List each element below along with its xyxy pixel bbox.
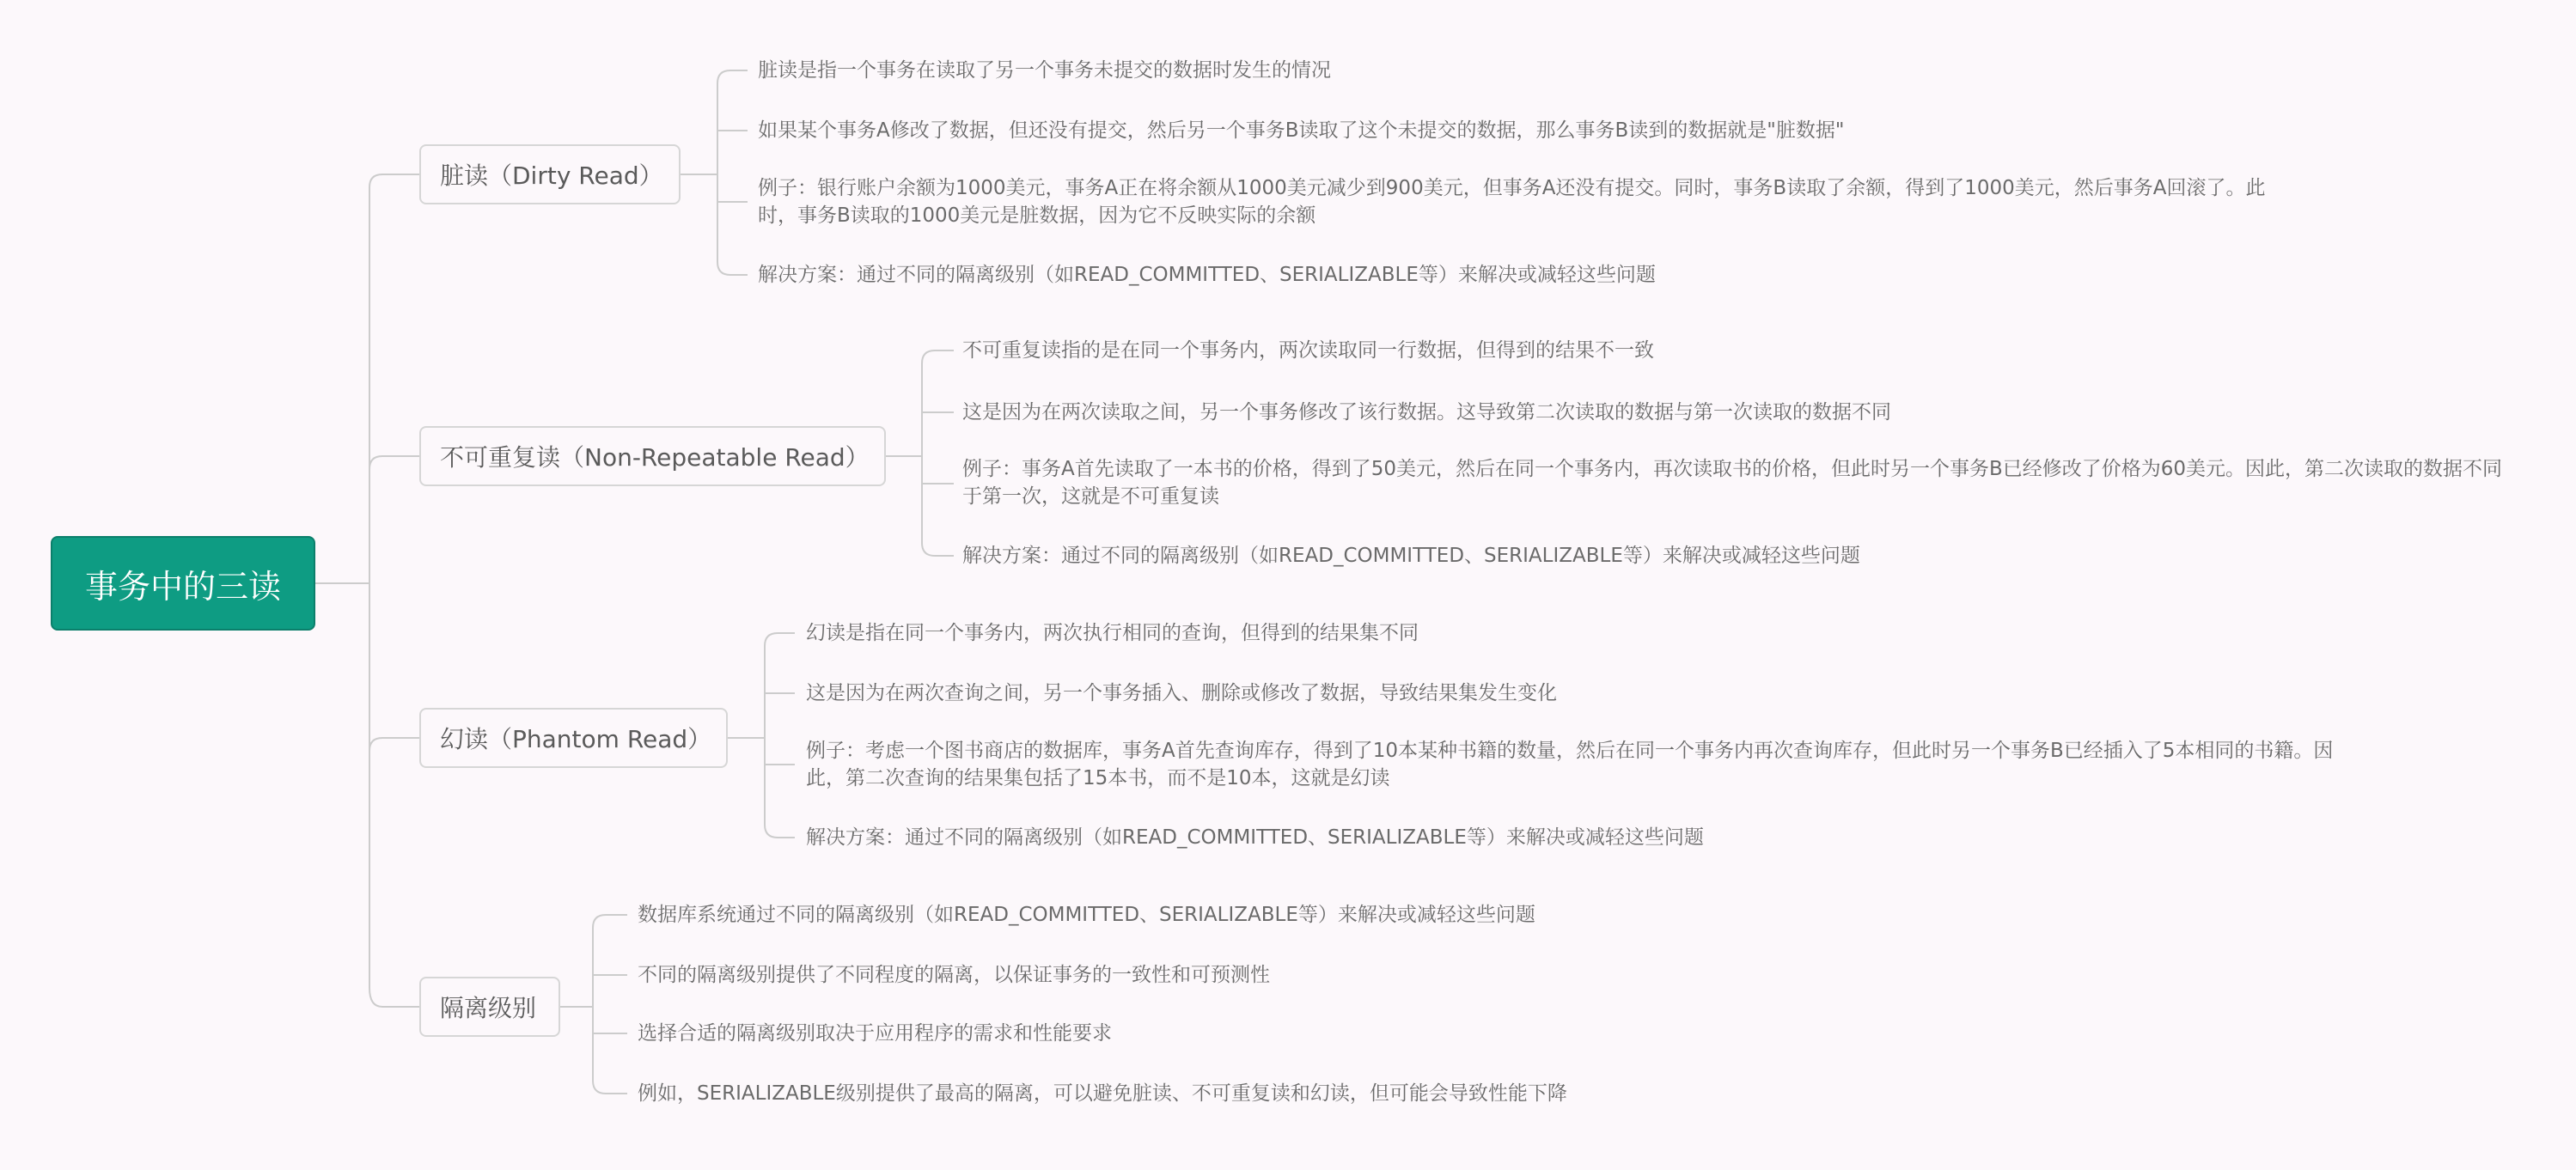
leaf-phantom-example: 例子：考虑一个图书商店的数据库，事务A首先查询库存，得到了10本某种书籍的数量，然后在同一个事务内再次查询库存，但此时另一个事务B已经插入了5本相同的书籍。因此，第二次查询的结果集包括了15本书，而不是10本，这就是幻读 xyxy=(806,740,2334,789)
branch-phantom-read[interactable]: 幻读（Phantom Read） xyxy=(419,708,728,768)
connector-branch-2 xyxy=(369,456,419,469)
leaf-non-repeatable-solution: 解决方案：通过不同的隔离级别（如READ_COMMITTED、SERIALIZABLE等）来解决或减轻这些问题 xyxy=(962,545,1860,567)
leaf-non-repeatable-explanation: 这是因为在两次读取之间，另一个事务修改了该行数据。这导致第二次读取的数据与第一次读取的数据不同 xyxy=(962,401,1891,424)
connector-b2-4 xyxy=(922,543,954,556)
leaf-phantom-solution: 解决方案：通过不同的隔离级别（如READ_COMMITTED、SERIALIZABLE等）来解决或减轻这些问题 xyxy=(806,826,1704,849)
leaf-dirty-read-example: 例子：银行账户余额为1000美元，事务A正在将余额从1000美元减少到900美元，但事务A还没有提交。同时，事务B读取了余额，得到了1000美元，然后事务A回滚了。此时，事务B读取的1000美元是脏数据，因为它不反映实际的余额 xyxy=(758,177,2266,227)
leaf-dirty-read-explanation: 如果某个事务A修改了数据，但还没有提交，然后另一个事务B读取了这个未提交的数据，那么事务B读到的数据就是"脏数据" xyxy=(758,119,1845,142)
leaf-isolation-2: 不同的隔离级别提供了不同程度的隔离，以保证事务的一致性和可预测性 xyxy=(638,964,1270,986)
branch-dirty-read[interactable]: 脏读（Dirty Read） xyxy=(419,144,681,204)
leaf-isolation-4: 例如，SERIALIZABLE级别提供了最高的隔离，可以避免脏读、不可重复读和幻读，但可能会导致性能下降 xyxy=(638,1082,1567,1105)
connector-branch-4 xyxy=(369,988,419,1007)
connector-b3-4 xyxy=(765,825,795,838)
root-topic[interactable]: 事务中的三读 xyxy=(51,536,315,631)
connector-b2-1 xyxy=(922,350,954,363)
branch-non-repeatable-read[interactable]: 不可重复读（Non-Repeatable Read） xyxy=(419,426,886,486)
leaf-phantom-definition: 幻读是指在同一个事务内，两次执行相同的查询，但得到的结果集不同 xyxy=(806,622,1419,644)
leaf-isolation-1: 数据库系统通过不同的隔离级别（如READ_COMMITTED、SERIALIZABLE等）来解决或减轻这些问题 xyxy=(638,904,1535,926)
connector-branch-1 xyxy=(369,174,419,187)
connector-b1-4 xyxy=(717,262,748,275)
leaf-isolation-3: 选择合适的隔离级别取决于应用程序的需求和性能要求 xyxy=(638,1022,1112,1045)
connector-b4-1 xyxy=(593,915,627,928)
connector-b1-1 xyxy=(717,70,748,83)
branch-isolation-level[interactable]: 隔离级别 xyxy=(419,977,560,1037)
leaf-phantom-explanation: 这是因为在两次查询之间，另一个事务插入、删除或修改了数据，导致结果集发生变化 xyxy=(806,682,1557,704)
connector-b4-4 xyxy=(593,1081,627,1094)
leaf-non-repeatable-definition: 不可重复读指的是在同一个事务内，两次读取同一行数据，但得到的结果不一致 xyxy=(962,339,1654,362)
connector-branch-3 xyxy=(369,738,419,751)
connector-b3-1 xyxy=(765,633,795,646)
leaf-non-repeatable-example: 例子：事务A首先读取了一本书的价格，得到了50美元，然后在同一个事务内，再次读取书的价格，但此时另一个事务B已经修改了价格为60美元。因此，第二次读取的数据不同于第一次，这就是不可重复读 xyxy=(962,458,2503,508)
leaf-dirty-read-definition: 脏读是指一个事务在读取了另一个事务未提交的数据时发生的情况 xyxy=(758,59,1331,82)
leaf-dirty-read-solution: 解决方案：通过不同的隔离级别（如READ_COMMITTED、SERIALIZABLE等）来解决或减轻这些问题 xyxy=(758,264,1656,286)
